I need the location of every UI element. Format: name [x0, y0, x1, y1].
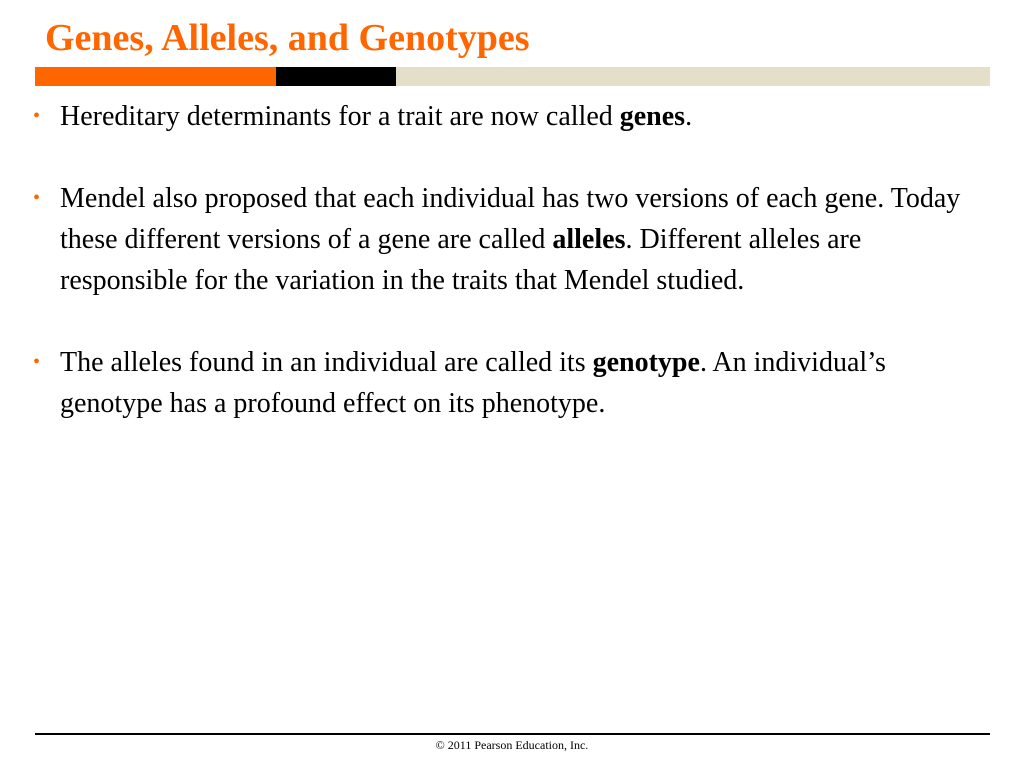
bullet-item: [33, 342, 993, 424]
bullet-item: [33, 178, 993, 301]
bullet-icon: •: [33, 105, 41, 127]
bullet-keyword: alleles: [552, 224, 626, 255]
bullet-keyword: genes: [619, 101, 686, 132]
title-bar-orange-segment: [35, 67, 276, 86]
bullet-item: [33, 96, 993, 137]
slide-title: Genes, Alleles, and Genotypes: [45, 17, 530, 59]
bullet-list: [33, 96, 993, 465]
footer-copyright: © 2011 Pearson Education, Inc.: [435, 738, 589, 752]
bullet-icon: •: [33, 351, 41, 373]
bullet-keyword: genotype: [592, 347, 700, 378]
bullet-text: The alleles found in an individual are called its: [60, 347, 593, 378]
title-bar-black-segment: [276, 67, 396, 86]
bullet-text: . Different alleles are responsible for the variation in the traits that Mendel studied.: [60, 224, 862, 296]
bullet-text: Mendel also proposed that each individual has two versions of each gene. Today these different versions of a gene are called: [60, 183, 961, 255]
title-bar-beige-segment: [396, 67, 990, 86]
bullet-text: . An individual’s genotype has a profound effect on its phenotype.: [60, 347, 886, 419]
bullet-text: .: [685, 101, 693, 132]
bullet-text: Hereditary determinants for a trait are now called: [60, 101, 620, 132]
footer-divider: [35, 733, 990, 735]
title-underline-bar: [35, 67, 990, 86]
bullet-icon: •: [33, 187, 41, 209]
